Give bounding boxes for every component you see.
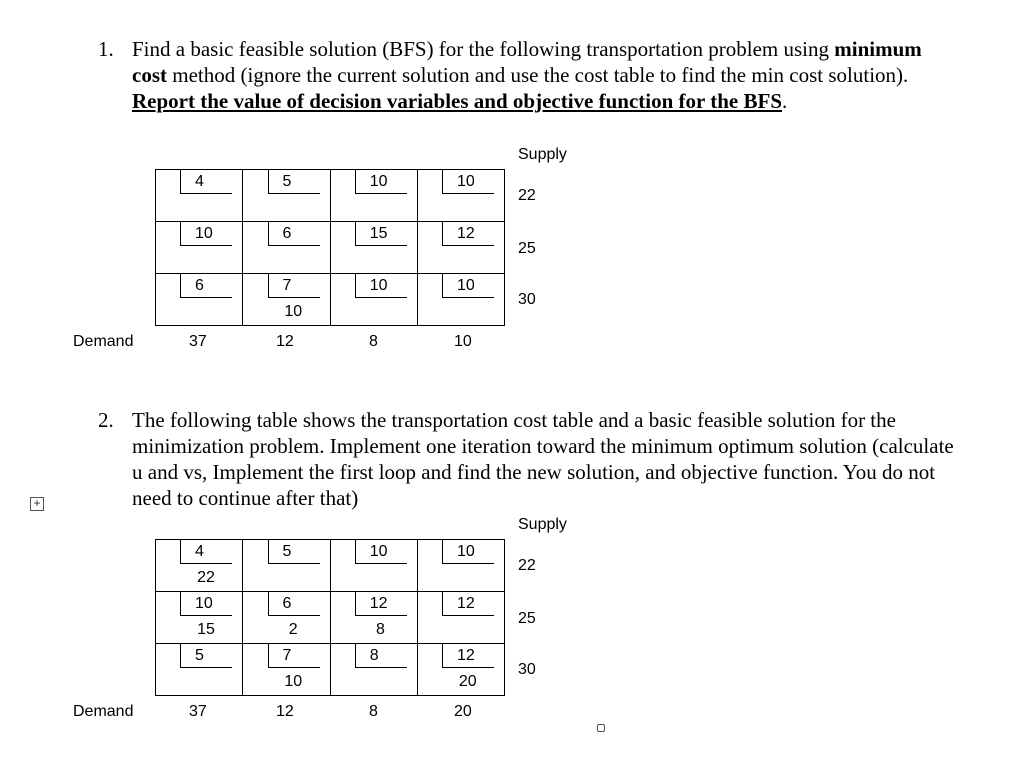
move-anchor-icon[interactable]: + — [30, 497, 44, 511]
supply-value: 30 — [518, 291, 536, 308]
question-1-number: 1. — [98, 37, 114, 61]
allocation-value: 8 — [376, 621, 385, 638]
question-1-text: Find a basic feasible solution (BFS) for the following transportation problem using minimum cost method (ignore the current solution and use the cost table to find the min cost solution). Report the value of decision variables and objective function for the BFS. — [132, 37, 922, 113]
cost-box: 5 — [180, 644, 232, 668]
table-cell — [330, 540, 417, 592]
demand-label-1: Demand — [73, 333, 134, 350]
cost-box: 4 — [180, 170, 232, 194]
cost-box: 7 — [268, 274, 320, 298]
cost-box: 15 — [355, 222, 407, 246]
supply-value: 30 — [518, 661, 536, 678]
table-cell — [417, 644, 504, 696]
cost-box: 6 — [268, 592, 320, 616]
cost-box: 4 — [180, 540, 232, 564]
table-cell — [243, 274, 330, 326]
table-cell — [243, 644, 330, 696]
table-cell — [243, 592, 330, 644]
small-box-icon — [597, 724, 605, 732]
question-2 — [98, 407, 958, 511]
allocation-value: 2 — [288, 621, 298, 638]
cost-box: 10 — [355, 540, 407, 564]
cost-box: 10 — [355, 170, 407, 194]
table-cell — [417, 274, 504, 326]
table-cell — [417, 222, 504, 274]
table-cell — [417, 540, 504, 592]
cost-box: 10 — [180, 222, 232, 246]
table-cell — [156, 540, 243, 592]
cost-box: 12 — [442, 222, 494, 246]
table-cell — [330, 222, 417, 274]
supply-header-1: Supply — [518, 146, 567, 163]
transport-table-2 — [155, 539, 505, 696]
table-cell — [156, 644, 243, 696]
table-cell — [156, 222, 243, 274]
table-cell — [330, 592, 417, 644]
demand-value: 8 — [369, 703, 378, 720]
demand-value: 37 — [189, 333, 207, 350]
cost-box: 6 — [180, 274, 232, 298]
table-cell — [243, 222, 330, 274]
table-row — [156, 592, 505, 644]
table-cell — [417, 170, 504, 222]
table-cell — [243, 170, 330, 222]
cost-box: 10 — [442, 540, 494, 564]
table-cell — [156, 592, 243, 644]
table-cell — [156, 274, 243, 326]
cost-box: 6 — [268, 222, 320, 246]
supply-value: 22 — [518, 557, 536, 574]
cost-box: 10 — [442, 274, 494, 298]
demand-value: 20 — [454, 703, 472, 720]
question-1 — [98, 36, 958, 114]
demand-value: 12 — [276, 703, 294, 720]
supply-value: 25 — [518, 610, 536, 627]
transport-table-1 — [155, 169, 505, 326]
cost-box: 12 — [442, 644, 494, 668]
cost-box: 5 — [268, 540, 320, 564]
supply-header-2: Supply — [518, 516, 567, 533]
table-row — [156, 170, 505, 222]
demand-value: 12 — [276, 333, 294, 350]
table-cell — [330, 274, 417, 326]
cost-box: 10 — [355, 274, 407, 298]
table-row — [156, 222, 505, 274]
table-row — [156, 274, 505, 326]
allocation-value: 22 — [197, 569, 215, 586]
cost-box: 12 — [355, 592, 407, 616]
demand-label-2: Demand — [73, 703, 134, 720]
table-row — [156, 644, 505, 696]
table-row — [156, 540, 505, 592]
allocation-value: 10 — [284, 673, 303, 690]
cost-box: 10 — [180, 592, 232, 616]
table-cell — [330, 644, 417, 696]
table-cell — [417, 592, 504, 644]
question-2-text: The following table shows the transportation cost table and a basic feasible solution for the minimization problem. Implement one iteration toward the minimum optimum solution (calculate u and vs, Implement the first loop and find the new solution, and objective function. You do not need to continue after that) — [132, 408, 954, 510]
cost-box: 5 — [268, 170, 320, 194]
supply-value: 25 — [518, 240, 536, 257]
demand-value: 8 — [369, 333, 378, 350]
question-2-number: 2. — [98, 408, 114, 432]
cost-box: 8 — [355, 644, 407, 668]
cost-box: 12 — [442, 592, 494, 616]
demand-value: 10 — [454, 333, 472, 350]
demand-value: 37 — [189, 703, 207, 720]
table-cell — [156, 170, 243, 222]
allocation-value: 20 — [458, 673, 477, 690]
supply-value: 22 — [518, 187, 536, 204]
cost-box: 10 — [442, 170, 494, 194]
allocation-value: 15 — [197, 621, 215, 638]
table-cell — [243, 540, 330, 592]
cost-box: 7 — [268, 644, 320, 668]
allocation-value: 10 — [284, 303, 303, 320]
table-cell — [330, 170, 417, 222]
